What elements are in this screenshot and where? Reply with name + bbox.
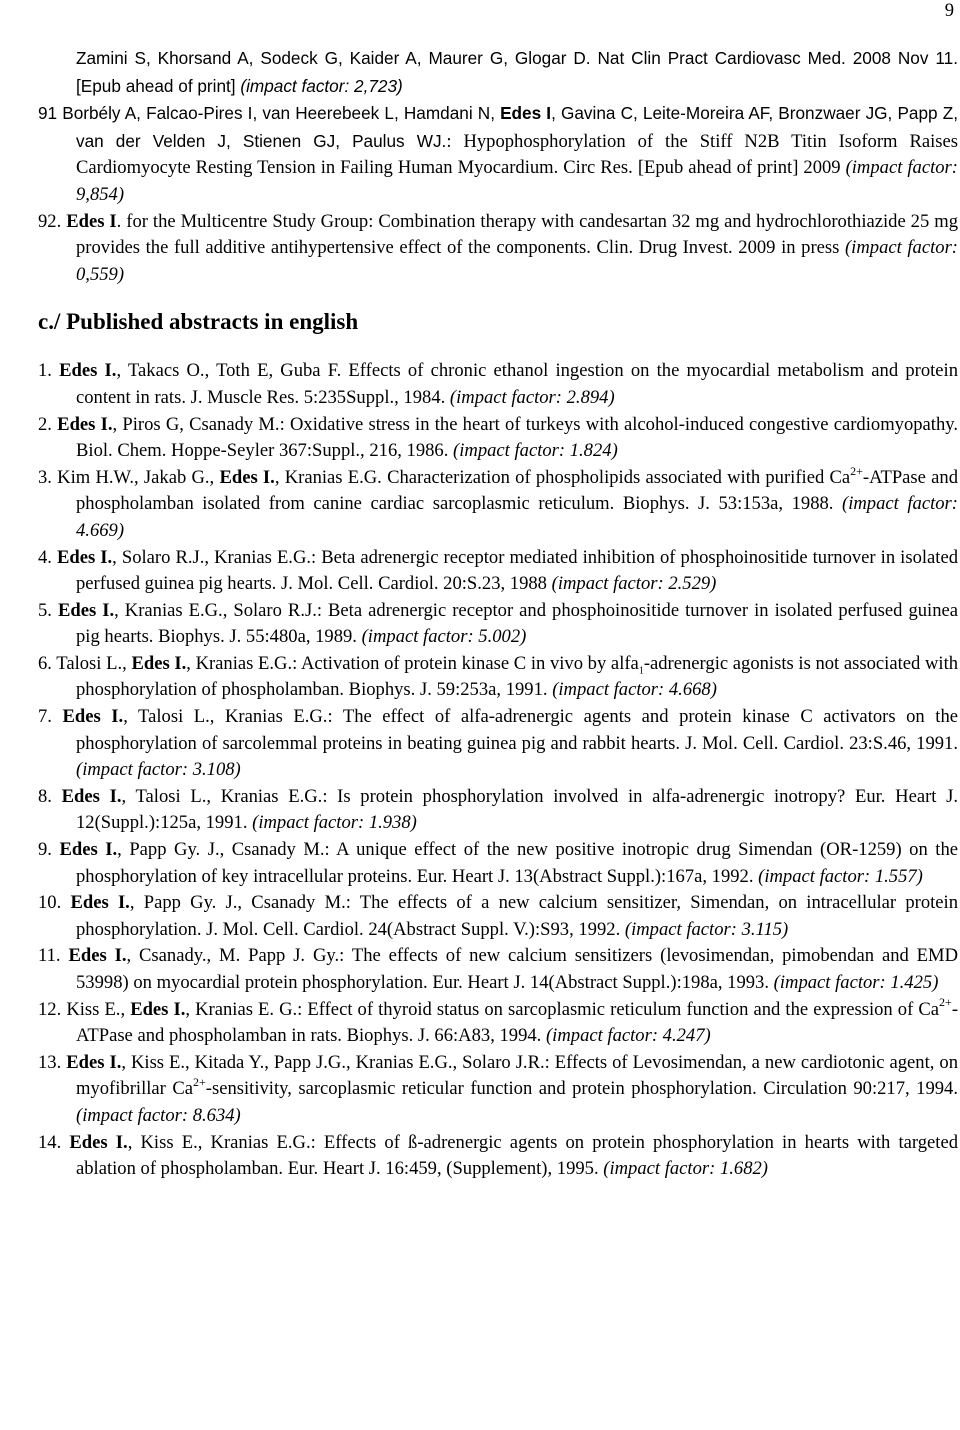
citation-text: , Piros G, Csanady M.: Oxidative stress in the heart of turkeys with alcohol-induced congestive cardiomyopathy. Biol. Chem. Hoppe-Seyler 367:Suppl., 216, 1986. xyxy=(76,413,959,462)
impact-factor: (impact factor: 9,854) xyxy=(76,157,958,205)
author-highlight: Edes I. xyxy=(69,1131,128,1153)
author-highlight: 1 xyxy=(638,665,644,677)
citation-text: 92. xyxy=(38,210,67,232)
author-highlight: Edes I. xyxy=(130,998,186,1020)
section-title: c./ Published abstracts in english xyxy=(38,309,359,335)
abstract-3 xyxy=(38,465,958,545)
abstract-14 xyxy=(38,1130,958,1183)
citation-text: 4. xyxy=(38,546,57,568)
citation-text: , Kiss E., Kranias E.G.: Effects of ß-adrenergic agents on protein phosphorylation in hearts with targeted ablation of phospholamban. Eur. Heart J. 16:459, (Supplement), 1995. xyxy=(76,1131,958,1180)
citation-text: 9. xyxy=(38,839,60,861)
abstract-7 xyxy=(38,704,958,784)
author-highlight: Edes I. xyxy=(68,945,127,967)
citation-text: 2+ xyxy=(193,1075,206,1090)
abstract-6 xyxy=(38,651,958,704)
citation-text: , Solaro R.J., Kranias E.G.: Beta adrenergic receptor mediated inhibition of phosphoinositide turnover in isolated perfused guinea pig hearts. J. Mol. Cell. Cardiol. 20:S.23, 1988 xyxy=(76,546,959,595)
abstract-11 xyxy=(38,943,958,996)
author-highlight: Edes I. xyxy=(57,599,115,621)
citation-text: 10. xyxy=(38,892,71,914)
reference-cont xyxy=(38,45,958,100)
author-highlight: Edes I. xyxy=(219,466,275,488)
impact-factor: (impact factor: 4.668) xyxy=(552,679,717,701)
citation-text: , Kranias E.G. Characterization of phospholipids associated with purified Ca xyxy=(274,466,851,488)
author-highlight: Edes I. xyxy=(131,652,187,674)
impact-factor: (impact factor: 1.682) xyxy=(603,1158,768,1180)
impact-factor: (impact factor: 4.247) xyxy=(545,1025,711,1047)
author-highlight: Edes I. xyxy=(70,892,130,914)
citation-text: 1. xyxy=(38,360,60,382)
reference-91 xyxy=(38,100,958,208)
author-highlight: Edes I. xyxy=(61,785,122,807)
citation-text: , Papp Gy. J., Csanady M.: A unique effect of the new positive inotropic drug Simendan (OR-1259) on the phosphorylation of key intracellular proteins. Eur. Heart J. 13(Abstract Suppl.):167a, 1992. xyxy=(76,839,959,887)
abstract-13 xyxy=(38,1050,958,1130)
impact-factor: (impact factor: 1.557) xyxy=(758,865,923,887)
document-body xyxy=(38,45,958,1183)
citation-text: : Hypophosphorylation of the Stiff N2B Titin Isoform Raises Cardiomyocyte Resting Tension in Failing Human Myocardium. Circ Res. [Epub ahead of print] 2009 xyxy=(76,130,958,179)
impact-factor: (impact factor: 3.115) xyxy=(624,918,789,940)
citation-text: , Gavina C, Leite-Moreira AF, Bronzwaer JG, Papp Z, van der Velden J, Stienen GJ, Paulus WJ. xyxy=(76,103,958,151)
impact-factor: (impact factor: 2.894) xyxy=(449,386,615,408)
author-highlight: Edes I. xyxy=(57,546,113,568)
citation-text: 11. xyxy=(38,945,69,967)
citation-text: , Kranias E. G.: Effect of thyroid status on sarcoplasmic reticulum function and the expression of Ca xyxy=(185,998,940,1020)
citation-text: 7. xyxy=(38,706,63,728)
impact-factor: (impact factor: 1.938) xyxy=(252,812,417,834)
abstract-8 xyxy=(38,784,958,837)
citation-text: 6. Talosi L., xyxy=(38,652,132,674)
abstract-10 xyxy=(38,890,958,943)
citation-text: Zamini S, Khorsand A, Sodeck G, Kaider A, Maurer G, Glogar D. Nat Clin Pract Cardiovasc Med. 2008 Nov 11. [Epub ahead of print] xyxy=(76,48,958,96)
citation-text: , Talosi L., Kranias E.G.: Is protein phosphorylation involved in alfa-adrenergic inotropy? Eur. Heart J. 12(Suppl.):125a, 1991. xyxy=(76,785,959,834)
abstract-5 xyxy=(38,598,958,651)
impact-factor: (impact factor: 3.108) xyxy=(76,759,241,781)
abstract-1 xyxy=(38,358,958,411)
citation-text: 8. xyxy=(38,785,62,807)
reference-list xyxy=(38,45,958,288)
citation-text: 12. Kiss E., xyxy=(38,998,131,1020)
impact-factor: (impact factor: 2.529) xyxy=(551,573,717,595)
abstract-9 xyxy=(38,837,958,890)
impact-factor: (impact factor: 2,723) xyxy=(240,75,403,96)
impact-factor: (impact factor: 0,559) xyxy=(76,237,958,285)
author-highlight: Edes I. xyxy=(59,839,118,861)
citation-text: , Kiss E., Kitada Y., Papp J.G., Kranias E.G., Solaro J.R.: Effects of Levosimendan, a new cardiotonic agent, on myofibrillar Ca xyxy=(76,1051,959,1100)
citation-text: 2+ xyxy=(850,463,863,478)
citation-text: -ATPase and phospholamban in rats. Biophys. J. 66:A83, 1994. xyxy=(76,998,959,1047)
impact-factor: (impact factor: 4.669) xyxy=(76,493,958,541)
citation-text: -adrenergic agonists is not associated with phosphorylation of phospholamban. Biophys. J. 59:253a, 1991. xyxy=(76,652,959,701)
reference-92 xyxy=(38,209,958,289)
citation-text: , Papp Gy. J., Csanady M.: The effects of a new calcium sensitizer, Simendan, on intracellular protein phosphorylation. J. Mol. Cell. Cardiol. 24(Abstract Suppl. V.):S93, 1992. xyxy=(76,892,959,940)
abstract-12 xyxy=(38,997,958,1050)
author-highlight: Edes I. xyxy=(62,706,124,728)
citation-text: , Kranias E.G.: Activation of protein kinase C in vivo by alfa xyxy=(186,652,639,674)
citation-text: 2+ xyxy=(939,995,952,1010)
impact-factor: (impact factor: 1.425) xyxy=(773,972,939,993)
citation-text: -ATPase and phospholamban isolated from canine cardiac sarcoplasmic reticulum. Biophys. J. 53:153a, 1988. xyxy=(76,466,959,515)
citation-text: 3. Kim H.W., Jakab G., xyxy=(38,466,220,488)
impact-factor: (impact factor: 5.002) xyxy=(361,626,527,648)
citation-text: , Talosi L., Kranias E.G.: The effect of alfa-adrenergic agents and protein kinase C activators on the phosphorylation of sarcolemmal proteins in beating guinea pig and rabbit hearts. J. Mol. Cell. Cardiol. 23:S.46, 1991. xyxy=(76,706,959,754)
impact-factor: (impact factor: 1.824) xyxy=(453,440,618,462)
page-number: 9 xyxy=(944,0,954,21)
author-highlight: Edes I xyxy=(500,103,552,124)
impact-factor: (impact factor: 8.634) xyxy=(76,1104,241,1126)
citation-text: 91 Borbély A, Falcao-Pires I, van Heerebeek L, Hamdani N, xyxy=(38,103,501,124)
citation-text: 14. xyxy=(38,1131,70,1153)
author-highlight: Edes I xyxy=(66,210,117,232)
citation-text: -sensitivity, sarcoplasmic reticular function and protein phosphorylation. Circulation 90:217, 1994. xyxy=(205,1078,958,1100)
abstract-list xyxy=(38,358,958,1182)
citation-text: 5. xyxy=(38,599,58,621)
citation-text: 13. xyxy=(38,1051,67,1073)
author-highlight: Edes I. xyxy=(66,1051,122,1073)
citation-text: , Csanady., M. Papp J. Gy.: The effects of new calcium sensitizers (levosimendan, pimobendan and EMD 53998) on myocardial protein phosphorylation. Eur. Heart J. 14(Abstract Suppl.):198a, 1993. xyxy=(76,945,959,993)
author-highlight: Edes I. xyxy=(57,413,113,435)
author-highlight: Edes I. xyxy=(59,360,117,382)
abstract-2 xyxy=(38,412,958,465)
citation-text: , Kranias E.G., Solaro R.J.: Beta adrenergic receptor and phosphoinositide turnover in isolated perfused guinea pig hearts. Biophys. J. 55:480a, 1989. xyxy=(76,599,959,648)
citation-text: , Takacs O., Toth E, Guba F. Effects of chronic ethanol ingestion on the myocardial metabolism and protein content in rats. J. Muscle Res. 5:235Suppl., 1984. xyxy=(76,360,959,408)
abstract-4 xyxy=(38,545,958,598)
citation-text: . for the Multicentre Study Group: Combination therapy with candesartan 32 mg and hydrochlorothiazide 25 mg provides the full additive antihypertensive effect of the components. Clin. Drug Invest. 2009 in press xyxy=(76,210,958,259)
citation-text: 2. xyxy=(38,413,58,435)
